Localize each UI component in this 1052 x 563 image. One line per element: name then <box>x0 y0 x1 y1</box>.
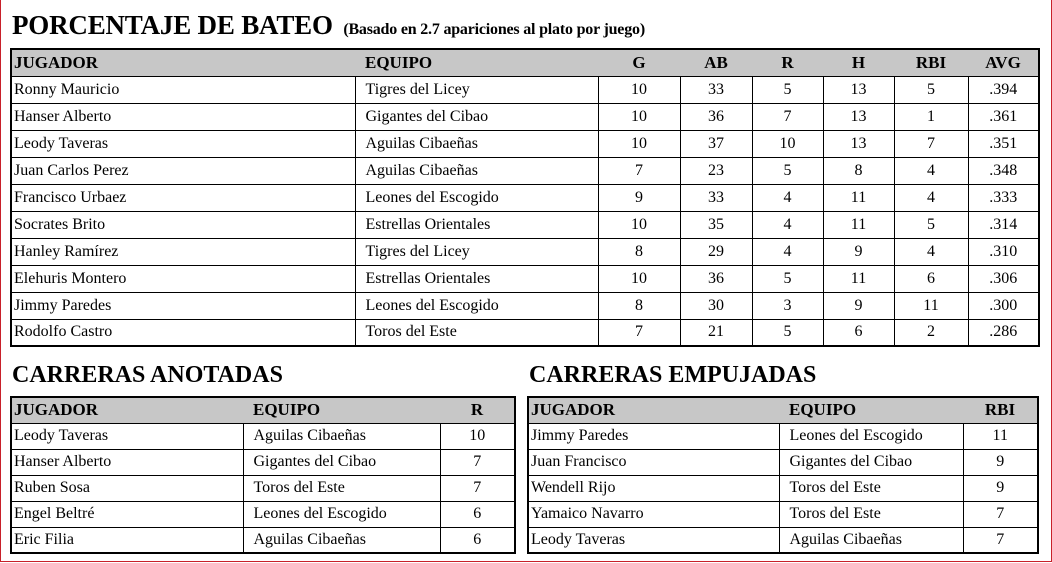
main-cell: Estrellas Orientales <box>355 211 598 238</box>
main-cell: 13 <box>823 103 894 130</box>
main-cell: .394 <box>968 76 1039 103</box>
main-cell: 4 <box>752 184 823 211</box>
runs-cell: Eric Filia <box>11 527 243 553</box>
main-cell: Leones del Escogido <box>355 292 598 319</box>
main-cell: .333 <box>968 184 1039 211</box>
main-cell: 10 <box>598 103 680 130</box>
main-cell: 7 <box>752 103 823 130</box>
runs-title: CARRERAS ANOTADAS <box>12 362 283 388</box>
main-cell: 10 <box>598 265 680 292</box>
main-cell: 6 <box>894 265 968 292</box>
main-col-header: R <box>752 49 823 76</box>
main-row <box>11 103 1039 130</box>
main-cell: Tigres del Licey <box>355 76 598 103</box>
rbi-cell: Juan Francisco <box>528 449 779 475</box>
rbi-cell: Jimmy Paredes <box>528 423 779 449</box>
rbi-row <box>528 449 1038 475</box>
main-cell: 5 <box>752 265 823 292</box>
main-cell: Aguilas Cibaeñas <box>355 130 598 157</box>
main-cell: 29 <box>680 238 752 265</box>
main-cell: 10 <box>598 76 680 103</box>
main-cell: 13 <box>823 130 894 157</box>
rbi-header-row <box>528 397 1038 423</box>
main-cell: Leones del Escogido <box>355 184 598 211</box>
main-row <box>11 157 1039 184</box>
main-cell: Estrellas Orientales <box>355 265 598 292</box>
batting-table <box>10 48 1040 347</box>
runs-header-row <box>11 397 515 423</box>
runs-row <box>11 423 515 449</box>
main-cell: 2 <box>894 319 968 346</box>
main-row <box>11 211 1039 238</box>
runs-col-header: JUGADOR <box>11 397 243 423</box>
main-cell: 37 <box>680 130 752 157</box>
runs-cell: 10 <box>440 423 515 449</box>
main-cell: Leody Taveras <box>11 130 355 157</box>
main-row <box>11 238 1039 265</box>
main-cell: .286 <box>968 319 1039 346</box>
batting-title: PORCENTAJE DE BATEO (Basado en 2.7 apariciones al plato por juego) <box>12 10 645 40</box>
main-row <box>11 184 1039 211</box>
main-row <box>11 292 1039 319</box>
main-cell: .314 <box>968 211 1039 238</box>
main-cell: Juan Carlos Perez <box>11 157 355 184</box>
main-cell: 5 <box>894 211 968 238</box>
rbi-cell: Toros del Este <box>779 501 963 527</box>
runs-cell: Engel Beltré <box>11 501 243 527</box>
main-cell: 23 <box>680 157 752 184</box>
rbi-cell: Gigantes del Cibao <box>779 449 963 475</box>
runs-table <box>10 396 516 554</box>
rbi-cell: Toros del Este <box>779 475 963 501</box>
main-cell: 9 <box>598 184 680 211</box>
main-cell: Ronny Mauricio <box>11 76 355 103</box>
main-col-header: RBI <box>894 49 968 76</box>
main-cell: .348 <box>968 157 1039 184</box>
main-cell: 4 <box>894 184 968 211</box>
main-cell: 4 <box>894 157 968 184</box>
runs-cell: 6 <box>440 527 515 553</box>
main-cell: 33 <box>680 76 752 103</box>
main-cell: 10 <box>598 130 680 157</box>
main-cell: 4 <box>752 211 823 238</box>
rbi-col-header: JUGADOR <box>528 397 779 423</box>
runs-cell: Gigantes del Cibao <box>243 449 440 475</box>
runs-row <box>11 449 515 475</box>
runs-col-header: R <box>440 397 515 423</box>
main-cell: Francisco Urbaez <box>11 184 355 211</box>
main-cell: Toros del Este <box>355 319 598 346</box>
batting-header-row <box>11 49 1039 76</box>
rbi-row <box>528 475 1038 501</box>
main-col-header: AB <box>680 49 752 76</box>
rbi-cell: Aguilas Cibaeñas <box>779 527 963 553</box>
main-cell: 5 <box>752 76 823 103</box>
rbi-row <box>528 527 1038 553</box>
main-cell: 10 <box>752 130 823 157</box>
main-cell: 35 <box>680 211 752 238</box>
runs-cell: 7 <box>440 449 515 475</box>
runs-cell: 7 <box>440 475 515 501</box>
main-cell: 9 <box>823 238 894 265</box>
main-cell: 6 <box>823 319 894 346</box>
main-cell: 11 <box>823 184 894 211</box>
rbi-cell: Leody Taveras <box>528 527 779 553</box>
main-cell: 11 <box>823 265 894 292</box>
rbi-row <box>528 423 1038 449</box>
main-cell: Jimmy Paredes <box>11 292 355 319</box>
main-cell: 4 <box>752 238 823 265</box>
runs-cell: Aguilas Cibaeñas <box>243 423 440 449</box>
runs-cell: Aguilas Cibaeñas <box>243 527 440 553</box>
main-cell: 10 <box>598 211 680 238</box>
main-cell: Gigantes del Cibao <box>355 103 598 130</box>
main-cell: .310 <box>968 238 1039 265</box>
rbi-col-header: RBI <box>963 397 1038 423</box>
runs-cell: Hanser Alberto <box>11 449 243 475</box>
rbi-cell: 9 <box>963 475 1038 501</box>
runs-cell: 6 <box>440 501 515 527</box>
main-cell: 30 <box>680 292 752 319</box>
main-cell: 13 <box>823 76 894 103</box>
main-cell: 5 <box>752 319 823 346</box>
main-col-header: G <box>598 49 680 76</box>
runs-cell: Leones del Escogido <box>243 501 440 527</box>
rbi-cell: Wendell Rijo <box>528 475 779 501</box>
main-cell: 36 <box>680 265 752 292</box>
main-col-header: H <box>823 49 894 76</box>
rbi-title: CARRERAS EMPUJADAS <box>529 362 817 388</box>
main-cell: 9 <box>823 292 894 319</box>
main-cell: Socrates Brito <box>11 211 355 238</box>
main-cell: 3 <box>752 292 823 319</box>
main-cell: Tigres del Licey <box>355 238 598 265</box>
main-col-header: JUGADOR <box>11 49 355 76</box>
runs-cell: Ruben Sosa <box>11 475 243 501</box>
runs-row <box>11 527 515 553</box>
runs-row <box>11 475 515 501</box>
rbi-cell: Yamaico Navarro <box>528 501 779 527</box>
main-row <box>11 130 1039 157</box>
rbi-row <box>528 501 1038 527</box>
runs-cell: Leody Taveras <box>11 423 243 449</box>
main-col-header: EQUIPO <box>355 49 598 76</box>
main-cell: 11 <box>894 292 968 319</box>
rbi-cell: 7 <box>963 501 1038 527</box>
main-cell: 8 <box>823 157 894 184</box>
main-cell: 11 <box>823 211 894 238</box>
main-cell: 5 <box>752 157 823 184</box>
main-cell: 4 <box>894 238 968 265</box>
main-cell: 7 <box>894 130 968 157</box>
runs-cell: Toros del Este <box>243 475 440 501</box>
main-cell: Rodolfo Castro <box>11 319 355 346</box>
runs-col-header: EQUIPO <box>243 397 440 423</box>
main-cell: .300 <box>968 292 1039 319</box>
batting-subtitle: (Basado en 2.7 apariciones al plato por juego) <box>343 21 645 38</box>
rbi-cell: 7 <box>963 527 1038 553</box>
main-cell: 33 <box>680 184 752 211</box>
main-cell: .351 <box>968 130 1039 157</box>
main-cell: Elehuris Montero <box>11 265 355 292</box>
main-cell: 7 <box>598 157 680 184</box>
main-row <box>11 76 1039 103</box>
rbi-cell: 9 <box>963 449 1038 475</box>
main-cell: 1 <box>894 103 968 130</box>
main-cell: Hanser Alberto <box>11 103 355 130</box>
main-cell: 8 <box>598 238 680 265</box>
main-cell: .361 <box>968 103 1039 130</box>
main-cell: Aguilas Cibaeñas <box>355 157 598 184</box>
main-cell: 21 <box>680 319 752 346</box>
main-row <box>11 319 1039 346</box>
main-cell: 5 <box>894 76 968 103</box>
main-cell: 36 <box>680 103 752 130</box>
main-cell: 8 <box>598 292 680 319</box>
runs-row <box>11 501 515 527</box>
main-cell: Hanley Ramírez <box>11 238 355 265</box>
rbi-table <box>527 396 1039 554</box>
main-cell: 7 <box>598 319 680 346</box>
rbi-col-header: EQUIPO <box>779 397 963 423</box>
main-col-header: AVG <box>968 49 1039 76</box>
main-cell: .306 <box>968 265 1039 292</box>
rbi-cell: 11 <box>963 423 1038 449</box>
main-row <box>11 265 1039 292</box>
rbi-cell: Leones del Escogido <box>779 423 963 449</box>
